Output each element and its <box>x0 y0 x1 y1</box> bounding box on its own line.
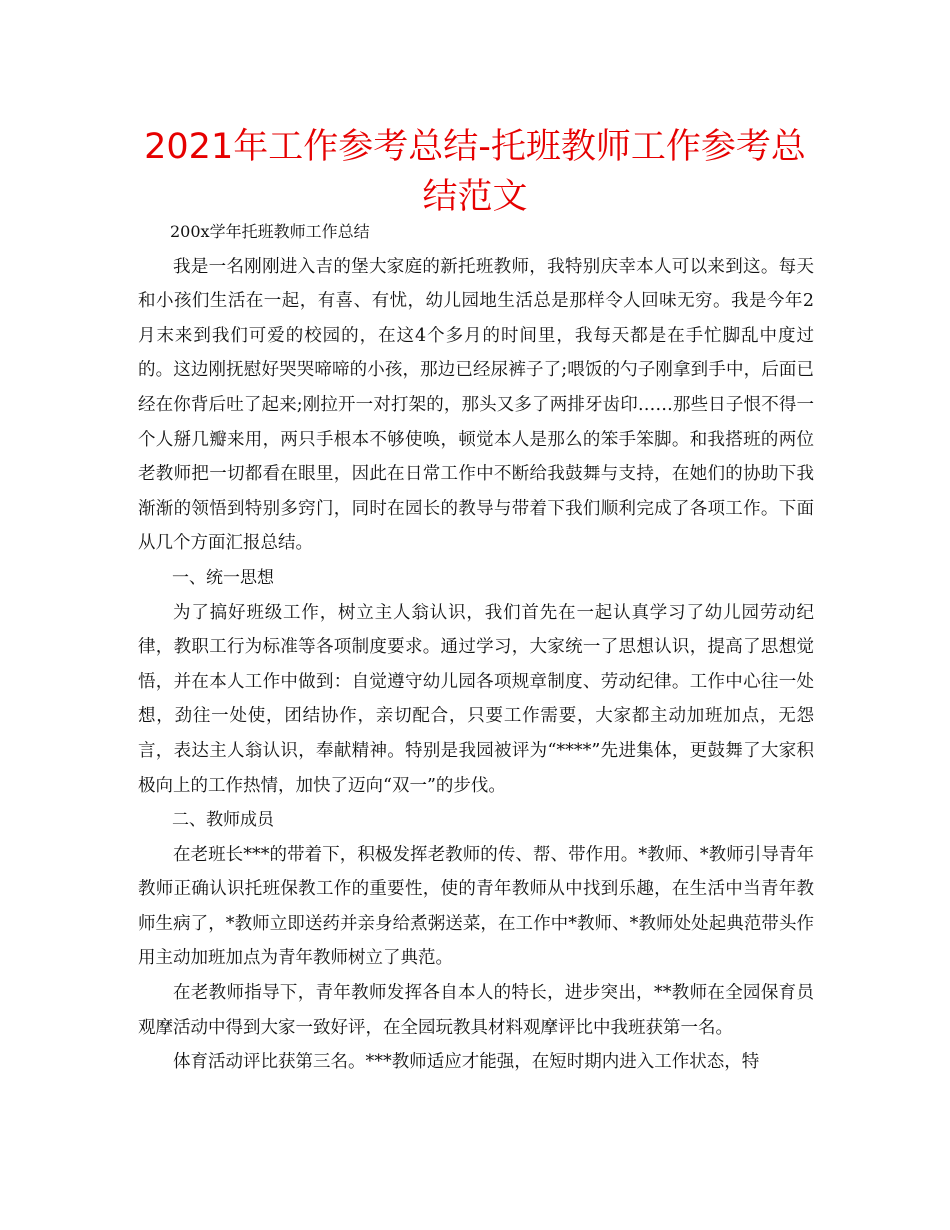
paragraph-section-2a: 在老班长***的带着下，积极发挥老教师的传、帮、带作用。*教师、*教师引导青年教师正确认识托班保教工作的重要性，使的青年教师从中找到乐趣，在生活中当青年教师生病了，*教师立即送药并亲身给煮粥送菜，在工作中*教师、*教师处处起典范带头作用主动加班加点为青年教师树立了典范。 <box>138 844 814 969</box>
section-heading-1: 一、统一思想 <box>172 567 274 588</box>
document-title: 2021年工作参考总结-托班教师工作参考总结范文 <box>144 127 806 217</box>
document-body <box>138 215 814 1080</box>
paragraph-intro: 我是一名刚刚进入吉的堡大家庭的新托班教师，我特别庆幸本人可以来到这。每天和小孩们生活在一起，有喜、有忧，幼儿园地生活总是那样令人回味无穷。我是今年2月末来到我们可爱的校园的，在这4个多月的时间里，我每天都是在手忙脚乱中度过的。这边刚抚慰好哭哭啼啼的小孩，那边已经尿裤子了;喂饭的勺子刚拿到手中，后面已经在你背后吐了起来;刚拉开一对打架的，那头又多了两排牙齿印……那些日子恨不得一个人掰几瓣来用，两只手根本不够使唤，顿觉本人是那么的笨手笨脚。和我搭班的两位老教师把一切都看在眼里，因此在日常工作中不断给我鼓舞与支持，在她们的协助下我渐渐的领悟到特别多窍门，同时在园长的教导与带着下我们顺利完成了各项工作。下面从几个方面汇报总结。 <box>138 256 814 554</box>
paragraph-section-2c: 体育活动评比获第三名。***教师适应才能强，在短时期内进入工作状态，特 <box>173 1052 760 1073</box>
section-heading-2: 二、教师成员 <box>172 810 274 831</box>
subtitle-heading: 200x学年托班教师工作总结 <box>170 222 370 241</box>
paragraph-section-1: 为了搞好班级工作，树立主人翁认识，我们首先在一起认真学习了幼儿园劳动纪律，教职工行为标准等各项制度要求。通过学习，大家统一了思想认识，提高了思想觉悟，并在本人工作中做到：自觉遵守幼儿园各项规章制度、劳动纪律。工作中心往一处想，劲往一处使，团结协作，亲切配合，只要工作需要，大家都主动加班加点，无怨言，表达主人翁认识，奉献精神。特别是我园被评为“****”先进集体，更鼓舞了大家积极向上的工作热情，加快了迈向“双一”的步伐。 <box>138 602 814 796</box>
paragraph-section-2b: 在老教师指导下，青年教师发挥各自本人的特长，进步突出，**教师在全园保育员观摩活动中得到大家一致好评，在全园玩教具材料观摩评比中我班获第一名。 <box>138 983 814 1038</box>
